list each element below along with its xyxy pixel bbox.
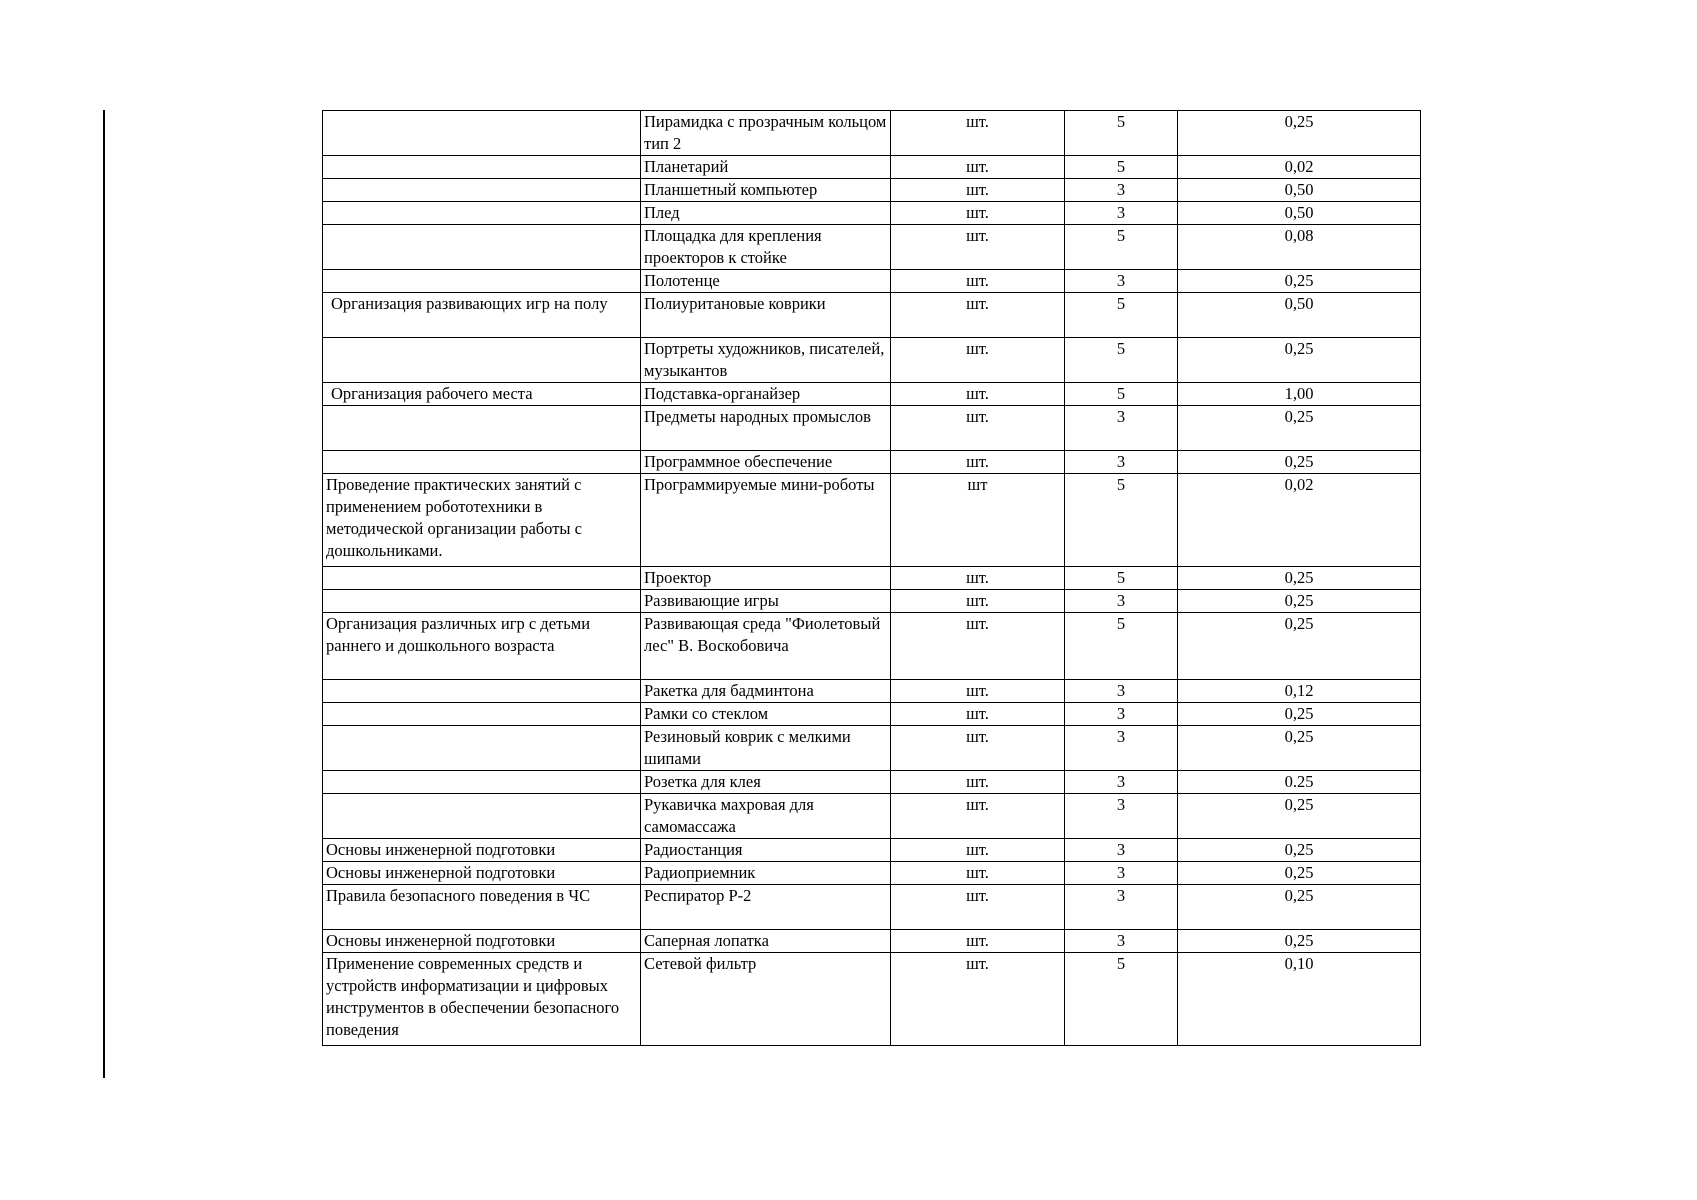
unit-cell: шт. — [891, 383, 1065, 406]
unit-cell: шт. — [891, 451, 1065, 474]
table-row — [323, 293, 1421, 338]
unit-cell: шт. — [891, 953, 1065, 1046]
item-cell: Рукавичка махровая для самомассажа — [641, 794, 891, 839]
qty-cell: 3 — [1065, 406, 1178, 451]
value-cell: 0,25 — [1178, 451, 1421, 474]
purpose-cell — [323, 567, 641, 590]
table-row — [323, 613, 1421, 680]
value-cell: 0,25 — [1178, 406, 1421, 451]
qty-cell: 5 — [1065, 111, 1178, 156]
value-cell: 0,25 — [1178, 111, 1421, 156]
purpose-cell — [323, 270, 641, 293]
table-row — [323, 156, 1421, 179]
value-cell: 0,12 — [1178, 680, 1421, 703]
qty-cell: 3 — [1065, 451, 1178, 474]
purpose-cell — [323, 771, 641, 794]
value-cell: 0,25 — [1178, 590, 1421, 613]
item-cell: Программное обеспечение — [641, 451, 891, 474]
unit-cell: шт. — [891, 726, 1065, 771]
item-cell: Портреты художников, писателей, музыкантов — [641, 338, 891, 383]
purpose-cell: Организация развивающих игр на полу — [323, 293, 641, 338]
table-row — [323, 862, 1421, 885]
qty-cell: 3 — [1065, 680, 1178, 703]
unit-cell: шт. — [891, 156, 1065, 179]
table-row — [323, 726, 1421, 771]
item-cell: Полиуритановые коврики — [641, 293, 891, 338]
qty-cell: 3 — [1065, 703, 1178, 726]
purpose-cell: Основы инженерной подготовки — [323, 930, 641, 953]
value-cell: 1,00 — [1178, 383, 1421, 406]
table-row — [323, 680, 1421, 703]
unit-cell: шт. — [891, 885, 1065, 930]
table-row — [323, 338, 1421, 383]
table-row — [323, 885, 1421, 930]
value-cell: 0,25 — [1178, 862, 1421, 885]
item-cell: Проектор — [641, 567, 891, 590]
value-cell: 0,25 — [1178, 726, 1421, 771]
purpose-cell — [323, 703, 641, 726]
item-cell: Полотенце — [641, 270, 891, 293]
unit-cell: шт. — [891, 771, 1065, 794]
table-row — [323, 202, 1421, 225]
qty-cell: 5 — [1065, 474, 1178, 567]
table-row — [323, 179, 1421, 202]
table-row — [323, 930, 1421, 953]
qty-cell: 3 — [1065, 839, 1178, 862]
table-row — [323, 270, 1421, 293]
purpose-cell — [323, 179, 641, 202]
qty-cell: 3 — [1065, 885, 1178, 930]
table-row — [323, 771, 1421, 794]
qty-cell: 3 — [1065, 726, 1178, 771]
item-cell: Радиостанция — [641, 839, 891, 862]
unit-cell: шт. — [891, 613, 1065, 680]
unit-cell: шт. — [891, 270, 1065, 293]
purpose-cell — [323, 794, 641, 839]
item-cell: Пирамидка с прозрачным кольцом тип 2 — [641, 111, 891, 156]
table-row — [323, 567, 1421, 590]
qty-cell: 5 — [1065, 338, 1178, 383]
value-cell: 0,50 — [1178, 293, 1421, 338]
qty-cell: 5 — [1065, 567, 1178, 590]
table-row — [323, 953, 1421, 1046]
unit-cell: шт. — [891, 406, 1065, 451]
unit-cell: шт — [891, 474, 1065, 567]
unit-cell: шт. — [891, 111, 1065, 156]
item-cell: Плед — [641, 202, 891, 225]
unit-cell: шт. — [891, 839, 1065, 862]
unit-cell: шт. — [891, 293, 1065, 338]
purpose-cell: Основы инженерной подготовки — [323, 839, 641, 862]
item-cell: Ракетка для бадминтона — [641, 680, 891, 703]
unit-cell: шт. — [891, 930, 1065, 953]
table-row — [323, 474, 1421, 567]
value-cell: 0,08 — [1178, 225, 1421, 270]
purpose-cell: Применение современных средств и устройств информатизации и цифровых инструментов в обеспечении безопасного поведения — [323, 953, 641, 1046]
item-cell: Планетарий — [641, 156, 891, 179]
unit-cell: шт. — [891, 590, 1065, 613]
qty-cell: 5 — [1065, 156, 1178, 179]
table-row — [323, 703, 1421, 726]
qty-cell: 5 — [1065, 953, 1178, 1046]
purpose-cell — [323, 156, 641, 179]
value-cell: 0,25 — [1178, 567, 1421, 590]
qty-cell: 5 — [1065, 613, 1178, 680]
unit-cell: шт. — [891, 703, 1065, 726]
purpose-cell: Основы инженерной подготовки — [323, 862, 641, 885]
page-margin-line — [103, 110, 105, 1078]
unit-cell: шт. — [891, 567, 1065, 590]
table-row — [323, 111, 1421, 156]
unit-cell: шт. — [891, 338, 1065, 383]
value-cell: 0,25 — [1178, 703, 1421, 726]
item-cell: Подставка-органайзер — [641, 383, 891, 406]
table-row — [323, 794, 1421, 839]
unit-cell: шт. — [891, 680, 1065, 703]
qty-cell: 3 — [1065, 270, 1178, 293]
purpose-cell — [323, 406, 641, 451]
purpose-cell — [323, 225, 641, 270]
equipment-table — [322, 110, 1421, 1046]
value-cell: 0,25 — [1178, 839, 1421, 862]
item-cell: Резиновый коврик с мелкими шипами — [641, 726, 891, 771]
item-cell: Радиоприемник — [641, 862, 891, 885]
value-cell: 0,25 — [1178, 930, 1421, 953]
item-cell: Респиратор Р-2 — [641, 885, 891, 930]
table-row — [323, 451, 1421, 474]
item-cell: Площадка для крепления проекторов к стойке — [641, 225, 891, 270]
item-cell: Розетка для клея — [641, 771, 891, 794]
item-cell: Развивающие игры — [641, 590, 891, 613]
value-cell: 0,25 — [1178, 794, 1421, 839]
purpose-cell: Правила безопасного поведения в ЧС — [323, 885, 641, 930]
value-cell: 0,50 — [1178, 179, 1421, 202]
unit-cell: шт. — [891, 202, 1065, 225]
purpose-cell: Организация рабочего места — [323, 383, 641, 406]
qty-cell: 3 — [1065, 590, 1178, 613]
qty-cell: 3 — [1065, 771, 1178, 794]
table-row — [323, 225, 1421, 270]
item-cell: Планшетный компьютер — [641, 179, 891, 202]
value-cell: 0,25 — [1178, 270, 1421, 293]
table-row — [323, 839, 1421, 862]
qty-cell: 3 — [1065, 202, 1178, 225]
unit-cell: шт. — [891, 862, 1065, 885]
item-cell: Сетевой фильтр — [641, 953, 891, 1046]
qty-cell: 3 — [1065, 862, 1178, 885]
purpose-cell — [323, 338, 641, 383]
value-cell: 0,02 — [1178, 474, 1421, 567]
purpose-cell: Проведение практических занятий с применением робототехники в методической организации работы с дошкольниками. — [323, 474, 641, 567]
unit-cell: шт. — [891, 225, 1065, 270]
qty-cell: 5 — [1065, 383, 1178, 406]
item-cell: Рамки со стеклом — [641, 703, 891, 726]
value-cell: 0.25 — [1178, 771, 1421, 794]
qty-cell: 3 — [1065, 179, 1178, 202]
purpose-cell — [323, 726, 641, 771]
value-cell: 0,50 — [1178, 202, 1421, 225]
item-cell: Развивающая среда "Фиолетовый лес" В. Воскобовича — [641, 613, 891, 680]
qty-cell: 3 — [1065, 794, 1178, 839]
value-cell: 0,10 — [1178, 953, 1421, 1046]
value-cell: 0,25 — [1178, 338, 1421, 383]
qty-cell: 5 — [1065, 293, 1178, 338]
purpose-cell — [323, 590, 641, 613]
unit-cell: шт. — [891, 179, 1065, 202]
qty-cell: 5 — [1065, 225, 1178, 270]
purpose-cell — [323, 202, 641, 225]
value-cell: 0,25 — [1178, 885, 1421, 930]
item-cell: Программируемые мини-роботы — [641, 474, 891, 567]
table-row — [323, 406, 1421, 451]
purpose-cell: Организация различных игр с детьми раннего и дошкольного возраста — [323, 613, 641, 680]
table-row — [323, 590, 1421, 613]
qty-cell: 3 — [1065, 930, 1178, 953]
item-cell: Саперная лопатка — [641, 930, 891, 953]
purpose-cell — [323, 111, 641, 156]
unit-cell: шт. — [891, 794, 1065, 839]
table-row — [323, 383, 1421, 406]
purpose-cell — [323, 680, 641, 703]
value-cell: 0,25 — [1178, 613, 1421, 680]
item-cell: Предметы народных промыслов — [641, 406, 891, 451]
value-cell: 0,02 — [1178, 156, 1421, 179]
purpose-cell — [323, 451, 641, 474]
